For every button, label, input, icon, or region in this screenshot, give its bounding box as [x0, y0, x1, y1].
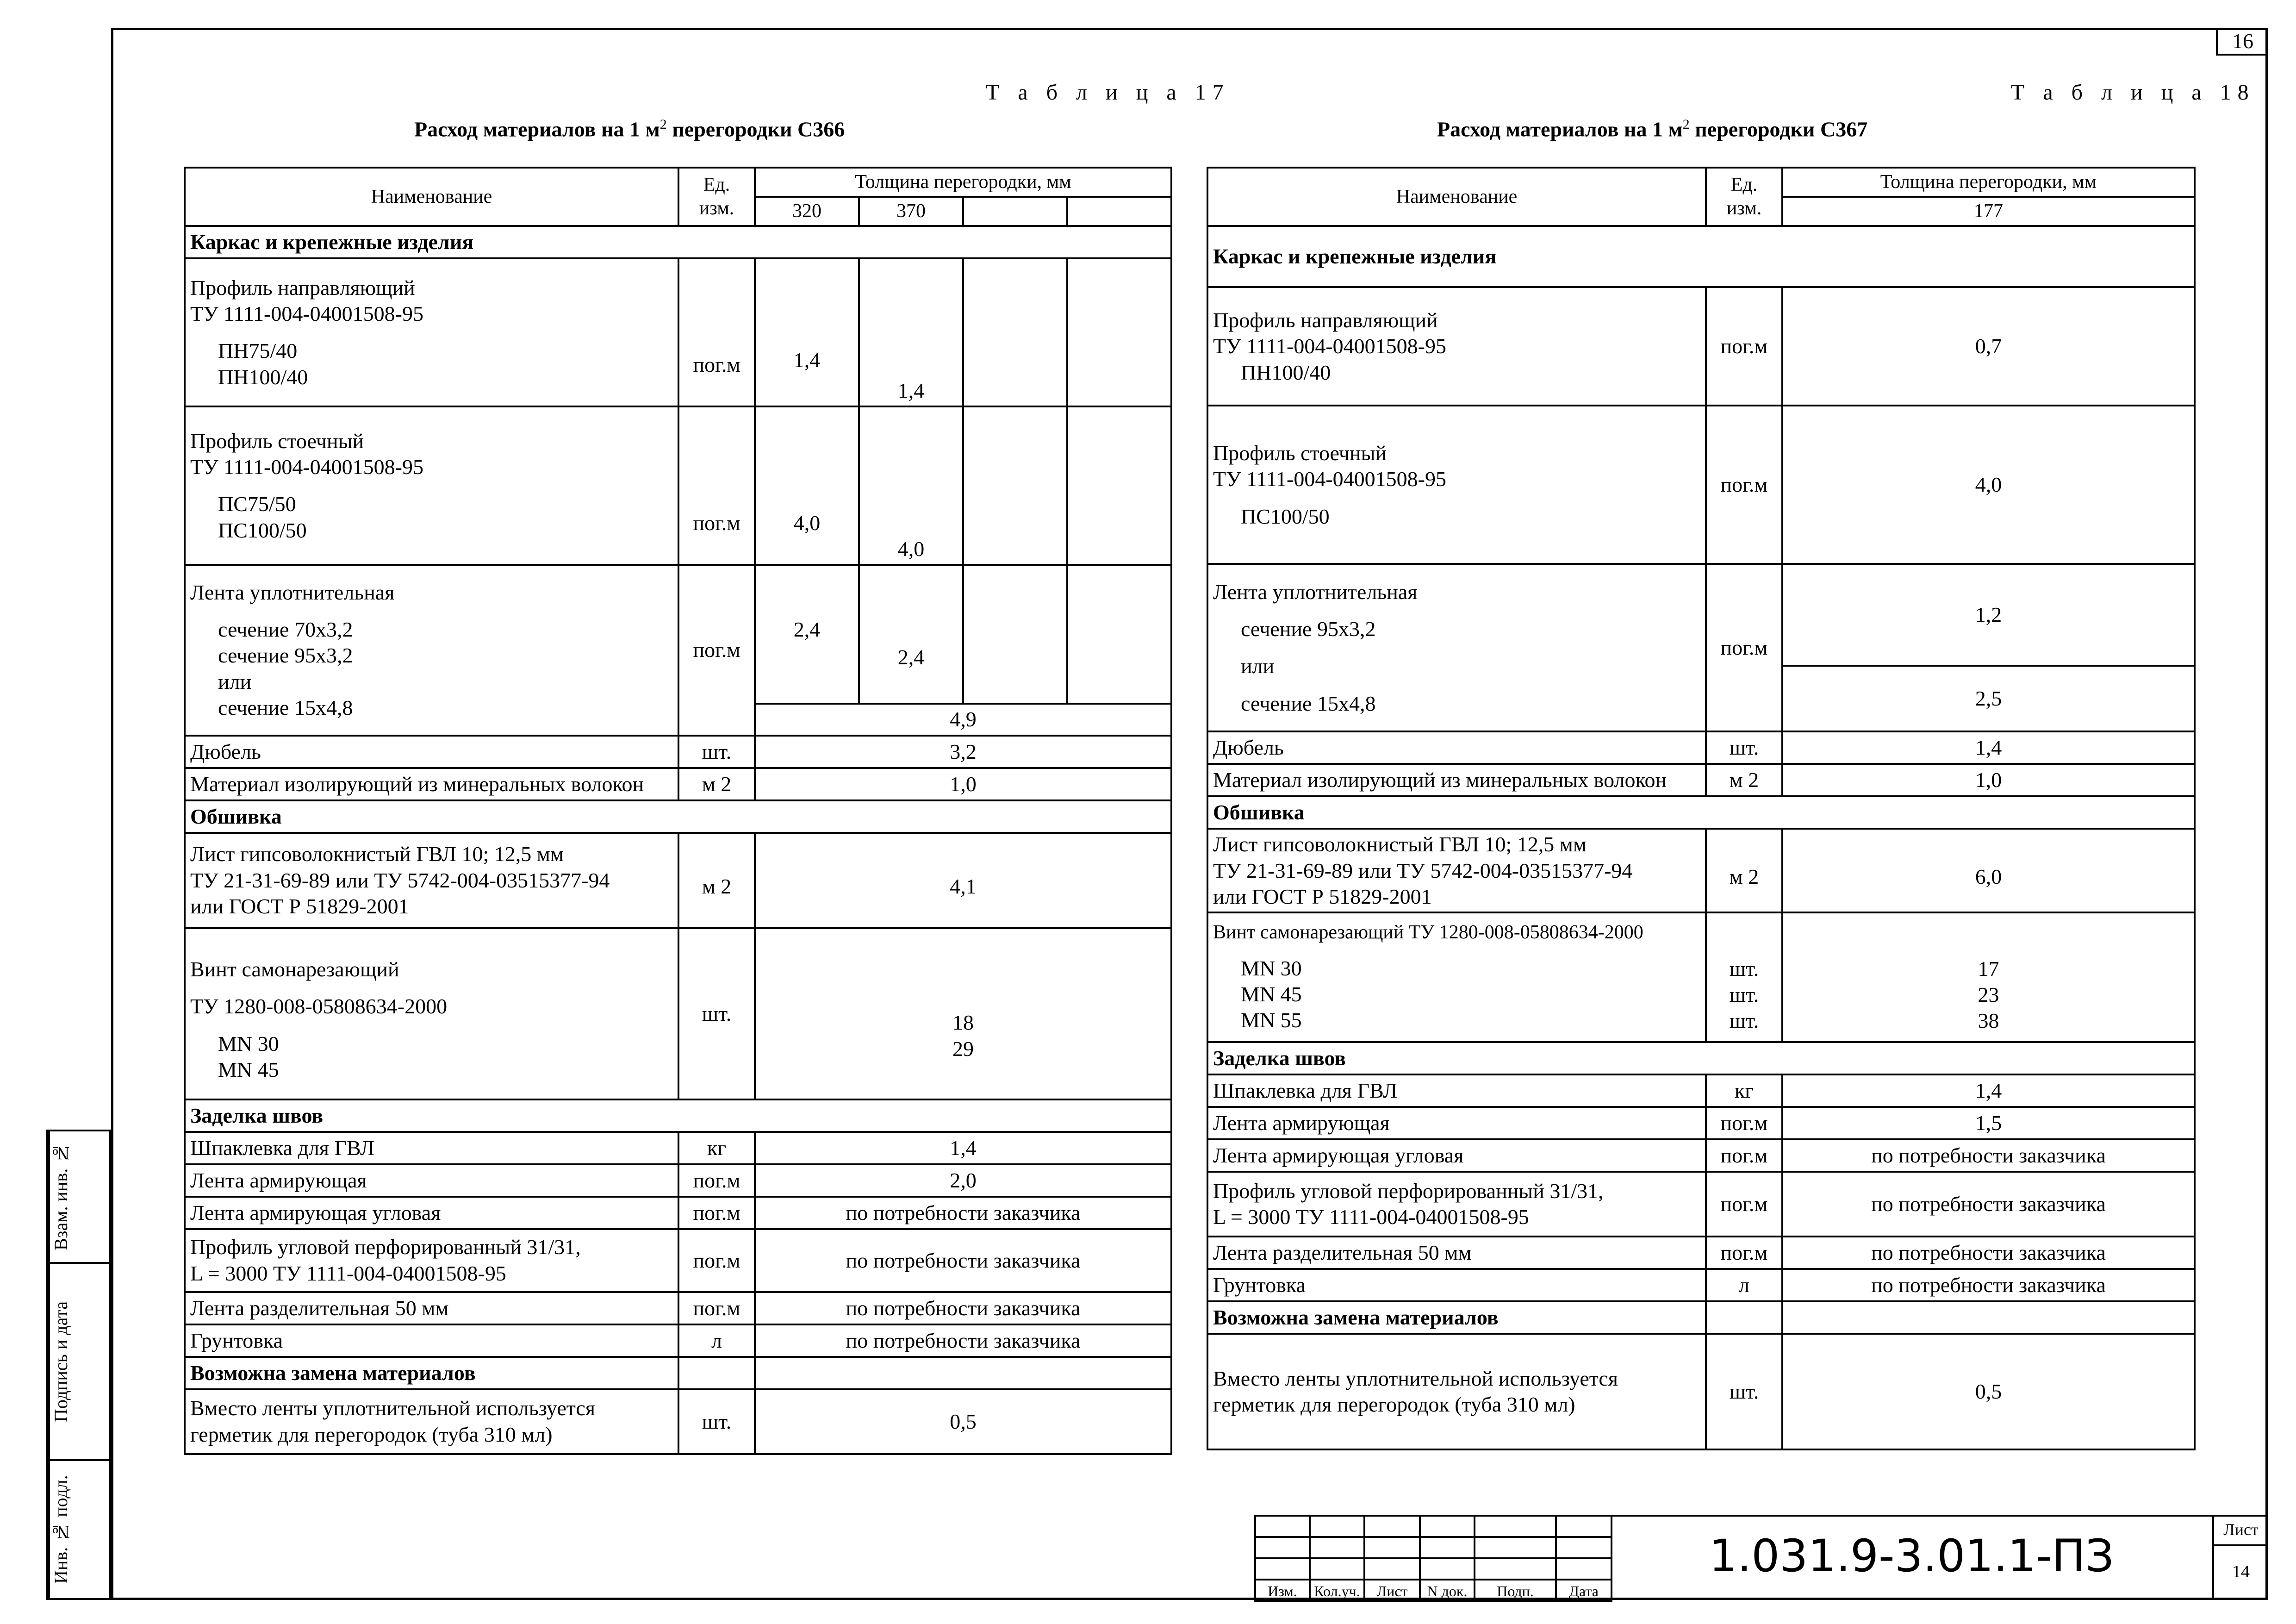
- side-stamp-label: Инв. № подл.: [48, 1461, 76, 1598]
- t18-r7-u2: шт.: [1729, 982, 1759, 1006]
- t18-r7-b: MN 30: [1241, 956, 1302, 981]
- t18-section-joints: Заделка швов: [1207, 1042, 2195, 1074]
- table17-number: Т а б л и ц а 17: [986, 80, 1230, 105]
- table18: [1207, 167, 2196, 1450]
- t18-insulation: Материал изолирующий из минеральных волокон: [1207, 764, 1706, 796]
- t17-section-joints: Заделка швов: [185, 1099, 1171, 1132]
- t17-section-frame: Каркас и крепежные изделия: [185, 226, 1171, 258]
- t17-r2-a: Профиль стоечный: [190, 429, 364, 453]
- t18-r5-unit: м 2: [1706, 764, 1782, 796]
- t17-r3-a: Лента уплотнительная: [190, 581, 395, 605]
- t17-r7-c: MN 30: [218, 1031, 279, 1056]
- t17-r4-unit: шт.: [678, 736, 755, 768]
- title-block-grid: [1254, 1515, 1612, 1602]
- t18-r4-unit: шт.: [1706, 731, 1782, 764]
- table18-title-suffix: перегородки С367: [1689, 117, 1868, 141]
- t18-r4-value: 1,4: [1782, 731, 2195, 764]
- t18-r2-unit: пог.м: [1706, 406, 1782, 564]
- t18-corner-tape: Лента армирующая угловая: [1207, 1139, 1706, 1172]
- t18-r11-b: L = 3000 ТУ 1111-004-04001508-95: [1213, 1205, 1529, 1229]
- t17-h-empty: [963, 197, 1067, 226]
- sheet-cell: [2212, 1515, 2268, 1600]
- side-stamp-label: Подпись и дата: [48, 1264, 76, 1459]
- t17-r5-value: 1,0: [755, 768, 1171, 800]
- t18-r14-a: Вместо ленты уплотнительной используется: [1213, 1366, 1618, 1390]
- page-number: 16: [2216, 28, 2268, 56]
- t17-r3-c: сечение 95х3,2: [218, 643, 353, 668]
- sheet-label: Лист: [2214, 1515, 2268, 1546]
- t17-r11-b: L = 3000 ТУ 1111-004-04001508-95: [190, 1261, 506, 1285]
- t17-r14-b: герметик для перегородок (туба 310 мл): [190, 1422, 553, 1446]
- t17-empty-cell: [755, 1357, 1171, 1389]
- t18-r8-unit: кг: [1706, 1074, 1782, 1107]
- t17-r3-e: сечение 15х4,8: [218, 695, 353, 719]
- t17-primer: Грунтовка: [185, 1324, 678, 1357]
- t18-r10-value: по потребности заказчика: [1782, 1139, 2195, 1172]
- t18-r12-unit: пог.м: [1706, 1237, 1782, 1269]
- tb-list: Лист: [1364, 1580, 1420, 1601]
- t18-corner-profile: [1207, 1172, 1706, 1237]
- t17-putty: Шпаклевка для ГВЛ: [185, 1132, 678, 1164]
- table17-title-suffix: перегородки С366: [666, 117, 845, 141]
- table18-title-text: Расход материалов на 1 м: [1437, 117, 1683, 141]
- t18-primer: Грунтовка: [1207, 1269, 1706, 1301]
- t18-r7-units: [1706, 912, 1782, 1042]
- t17-r6-unit: м 2: [678, 833, 755, 928]
- table18-number: Т а б л и ц а 18: [2011, 80, 2255, 105]
- t17-r14-unit: шт.: [678, 1389, 755, 1454]
- t18-r3-a: Лента уплотнительная: [1213, 580, 1418, 604]
- t17-r11-a: Профиль угловой перфорированный 31/31,: [190, 1235, 581, 1259]
- t17-r6-c: или ГОСТ Р 51829-2001: [190, 894, 409, 918]
- t18-empty-cell: [1782, 1301, 2195, 1334]
- t17-separating-tape: Лента разделительная 50 мм: [185, 1292, 678, 1324]
- t17-r3-v320: 2,4: [755, 565, 859, 704]
- t17-r2-c: ПС75/50: [218, 492, 296, 516]
- t17-r7-d: MN 45: [218, 1057, 279, 1081]
- t18-r3-b: сечение 95х3,2: [1241, 617, 1376, 641]
- t17-r6-value: 4,1: [755, 833, 1171, 928]
- t18-r9-unit: пог.м: [1706, 1107, 1782, 1139]
- t18-r14-value: 0,5: [1782, 1334, 2195, 1449]
- t17-r3-unit: пог.м: [678, 565, 755, 735]
- t17-empty-cell: [963, 258, 1067, 406]
- t18-r1-c: ПН100/40: [1241, 360, 1331, 384]
- t18-r7-v2: 23: [1978, 982, 1999, 1006]
- t17-r3-b: сечение 70х3,2: [218, 618, 353, 642]
- t18-r1-a: Профиль направляющий: [1213, 308, 1438, 332]
- t18-r2-a: Профиль стоечный: [1213, 441, 1387, 465]
- document-code: 1.031.9-3.01.1-ПЗ: [1709, 1530, 2114, 1582]
- t17-h-empty: [1067, 197, 1171, 226]
- t18-h-thickness: Толщина перегородки, мм: [1782, 168, 2195, 197]
- t17-h-unit: Ед. изм.: [678, 168, 755, 226]
- t18-h-unit: Ед. изм.: [1706, 168, 1782, 226]
- t17-empty-cell: [963, 565, 1067, 704]
- t18-r9-value: 1,5: [1782, 1107, 2195, 1139]
- t17-r3-v-alt: 4,9: [755, 704, 1171, 735]
- t17-r1-v370: 1,4: [859, 258, 963, 406]
- t17-r7-values: [755, 928, 1171, 1099]
- t17-r11-unit: пог.м: [678, 1229, 755, 1292]
- t17-r3-v370: 2,4: [859, 565, 963, 704]
- t18-r11-value: по потребности заказчика: [1782, 1172, 2195, 1237]
- t17-gypsum-sheet: [185, 833, 678, 928]
- t18-r8-value: 1,4: [1782, 1074, 2195, 1107]
- t18-empty-cell: [1706, 1301, 1782, 1334]
- table17: [184, 167, 1172, 1455]
- t18-r7-a: Винт самонарезающий ТУ 1280-008-05808634-2000: [1213, 922, 1643, 943]
- t17-r12-unit: пог.м: [678, 1292, 755, 1324]
- t18-h-name: Наименование: [1207, 168, 1706, 226]
- t18-r7-values: [1782, 912, 2195, 1042]
- t17-empty-cell: [963, 406, 1067, 565]
- t17-r8-unit: кг: [678, 1132, 755, 1164]
- t18-r7-d: MN 55: [1241, 1008, 1302, 1032]
- t18-r3-d: сечение 15х4,8: [1241, 691, 1376, 715]
- t17-r13-unit: л: [678, 1324, 755, 1357]
- t18-h-177: 177: [1782, 197, 2195, 226]
- t17-r1-c: ПН75/40: [218, 339, 298, 363]
- sheet-number: 14: [2232, 1562, 2250, 1581]
- t17-r9-unit: пог.м: [678, 1164, 755, 1197]
- t17-h-thickness: Толщина перегородки, мм: [755, 168, 1171, 197]
- t17-r14-a: Вместо ленты уплотнительной используется: [190, 1396, 595, 1420]
- t17-r7-a: Винт самонарезающий: [190, 957, 399, 981]
- t18-r6-unit: м 2: [1706, 829, 1782, 912]
- t17-empty-cell: [1067, 406, 1171, 565]
- t18-section-replacement: Возможна замена материалов: [1207, 1301, 1706, 1334]
- t18-r14-b: герметик для перегородок (туба 310 мл): [1213, 1392, 1575, 1416]
- t18-dowel: Дюбель: [1207, 731, 1706, 764]
- t17-r1-v320: 1,4: [755, 258, 859, 406]
- t18-r2-b: ТУ 1111-004-04001508-95: [1213, 467, 1447, 491]
- t18-section-sheathing: Обшивка: [1207, 796, 2195, 829]
- t17-r2-v320: 4,0: [755, 406, 859, 565]
- t17-corner-tape: Лента армирующая угловая: [185, 1197, 678, 1229]
- t17-section-sheathing: Обшивка: [185, 800, 1171, 833]
- t17-r6-b: ТУ 21-31-69-89 или ТУ 5742-004-03515377-94: [190, 868, 610, 892]
- t18-r7-c: MN 45: [1241, 982, 1302, 1006]
- t18-r13-unit: л: [1706, 1269, 1782, 1301]
- t18-r10-unit: пог.м: [1706, 1139, 1782, 1172]
- t18-r6-c: или ГОСТ Р 51829-2001: [1213, 884, 1432, 908]
- t18-r11-a: Профиль угловой перфорированный 31/31,: [1213, 1179, 1604, 1203]
- t17-r2-unit: пог.м: [678, 406, 755, 565]
- t17-empty-cell: [1067, 565, 1171, 704]
- t17-r7-v2: 29: [952, 1037, 974, 1061]
- tb-kol: Кол.уч.: [1310, 1580, 1364, 1601]
- t18-r11-unit: пог.м: [1706, 1172, 1782, 1237]
- t17-r9-value: 2,0: [755, 1164, 1171, 1197]
- t17-r3-d: или: [218, 669, 252, 693]
- t18-r6-b: ТУ 21-31-69-89 или ТУ 5742-004-03515377-94: [1213, 858, 1633, 882]
- side-stamp-inventory: [46, 1459, 111, 1600]
- t18-sealing-tape: [1207, 564, 1706, 731]
- t18-r2-c: ПС100/50: [1241, 504, 1330, 528]
- t18-gypsum-sheet: [1207, 829, 1706, 912]
- t17-r4-value: 3,2: [755, 736, 1171, 768]
- t17-corner-profile: [185, 1229, 678, 1292]
- t18-r1-b: ТУ 1111-004-04001508-95: [1213, 334, 1447, 358]
- t17-screw: [185, 928, 678, 1099]
- table18-title: [1437, 117, 1867, 141]
- t17-r7-b: ТУ 1280-008-05808634-2000: [190, 994, 448, 1018]
- t17-r5-unit: м 2: [678, 768, 755, 800]
- t18-r12-value: по потребности заказчика: [1782, 1237, 2195, 1269]
- t17-r1-unit: пог.м: [678, 258, 755, 406]
- t18-r7-u3: шт.: [1729, 1008, 1759, 1032]
- table18-title-sup: 2: [1682, 117, 1690, 132]
- t18-guide-profile: [1207, 287, 1706, 406]
- t18-reinforcing-tape: Лента армирующая: [1207, 1107, 1706, 1139]
- tb-ndok: N док.: [1420, 1580, 1475, 1601]
- t18-r3-unit: пог.м: [1706, 564, 1782, 731]
- t18-r14-unit: шт.: [1706, 1334, 1782, 1449]
- t18-r7-u1: шт.: [1729, 956, 1759, 981]
- t18-sealant: [1207, 1334, 1706, 1449]
- t17-empty-cell: [1067, 258, 1171, 406]
- t17-h-320: 320: [755, 197, 859, 226]
- t17-h-370: 370: [859, 197, 963, 226]
- t17-r2-b: ТУ 1111-004-04001508-95: [190, 455, 424, 479]
- t17-r7-unit: шт.: [678, 928, 755, 1099]
- t17-sealing-tape: [185, 565, 678, 735]
- t18-r1-value: 0,7: [1782, 287, 2195, 406]
- t18-section-frame: Каркас и крепежные изделия: [1207, 226, 2195, 287]
- t18-screw: [1207, 912, 1706, 1042]
- t17-r8-value: 1,4: [755, 1132, 1171, 1164]
- t17-r1-a: Профиль направляющий: [190, 276, 415, 300]
- t18-r1-unit: пог.м: [1706, 287, 1782, 406]
- table17-title: [414, 117, 845, 141]
- t17-r2-v370: 4,0: [859, 406, 963, 565]
- t17-r1-b: ТУ 1111-004-04001508-95: [190, 302, 424, 326]
- t17-section-replacement: Возможна замена материалов: [185, 1357, 678, 1389]
- t17-r6-a: Лист гипсоволокнистый ГВЛ 10; 12,5 мм: [190, 842, 564, 866]
- t17-empty-cell: [678, 1357, 755, 1389]
- t18-putty: Шпаклевка для ГВЛ: [1207, 1074, 1706, 1107]
- t17-r10-unit: пог.м: [678, 1197, 755, 1229]
- t18-r2-value: 4,0: [1782, 406, 2195, 564]
- t17-r10-value: по потребности заказчика: [755, 1197, 1171, 1229]
- t17-r7-v1: 18: [952, 1011, 974, 1035]
- t18-separating-tape: Лента разделительная 50 мм: [1207, 1237, 1706, 1269]
- t18-r3-value2: 2,5: [1782, 666, 2195, 731]
- t17-r13-value: по потребности заказчика: [755, 1324, 1171, 1357]
- t18-r13-value: по потребности заказчика: [1782, 1269, 2195, 1301]
- table17-title-text: Расход материалов на 1 м: [414, 117, 660, 141]
- t17-h-name: Наименование: [185, 168, 678, 226]
- t17-stud-profile: [185, 406, 678, 565]
- t17-r2-d: ПС100/50: [218, 518, 307, 542]
- t18-r3-value1: 1,2: [1782, 564, 2195, 666]
- t17-r14-value: 0,5: [755, 1389, 1171, 1454]
- tb-podp: Подп.: [1475, 1580, 1556, 1601]
- t18-r7-v1: 17: [1978, 956, 1999, 981]
- t18-r5-value: 1,0: [1782, 764, 2195, 796]
- t17-r1-d: ПН100/40: [218, 365, 308, 389]
- t18-r6-a: Лист гипсоволокнистый ГВЛ 10; 12,5 мм: [1213, 832, 1587, 856]
- t17-dowel: Дюбель: [185, 736, 678, 768]
- side-stamp-label: Взам. инв. №: [48, 1131, 76, 1262]
- t17-r12-value: по потребности заказчика: [755, 1292, 1171, 1324]
- table17-title-sup: 2: [660, 117, 667, 132]
- t17-sealant: [185, 1389, 678, 1454]
- side-stamp-signature: [46, 1262, 111, 1461]
- side-stamp-replacement: [46, 1130, 111, 1264]
- t17-r11-value: по потребности заказчика: [755, 1229, 1171, 1292]
- t18-stud-profile: [1207, 406, 1706, 564]
- tb-data: Дата: [1556, 1580, 1612, 1601]
- t18-r6-value: 6,0: [1782, 829, 2195, 912]
- t17-insulation: Материал изолирующий из минеральных волокон: [185, 768, 678, 800]
- tb-izm: Изм.: [1255, 1580, 1310, 1601]
- t17-guide-profile: [185, 258, 678, 406]
- t17-reinforcing-tape: Лента армирующая: [185, 1164, 678, 1197]
- t18-r3-c: или: [1241, 654, 1275, 678]
- t18-r7-v3: 38: [1978, 1008, 1999, 1032]
